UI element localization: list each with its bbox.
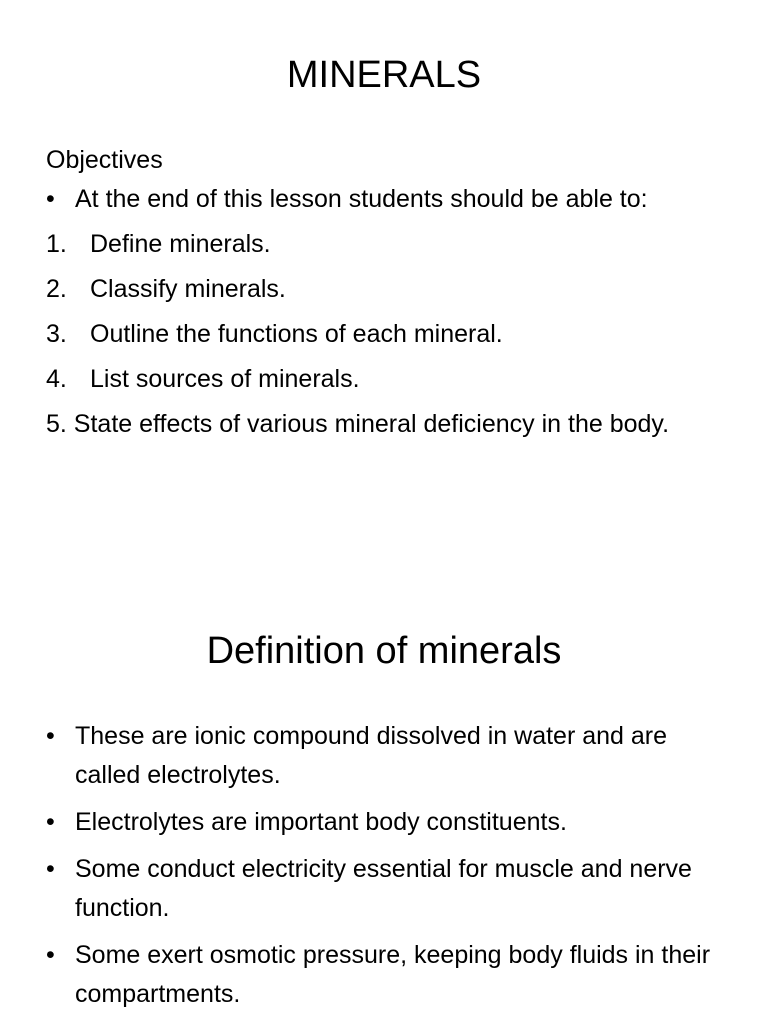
slide-title: Definition of minerals: [206, 630, 562, 672]
objective-item: [46, 360, 726, 399]
bullet-glyph: •: [46, 185, 55, 213]
slide-title: MINERALS: [286, 54, 482, 96]
item-text: Outline the functions of each mineral.: [90, 320, 503, 348]
bullet-text: Electrolytes are important body constituents.: [75, 808, 567, 836]
item-text: List sources of minerals.: [90, 365, 360, 393]
definition-bullet: [46, 850, 726, 928]
bullet-text: Some exert osmotic pressure, keeping body fluids in their compartments.: [75, 941, 711, 1008]
objective-item-last: 5. State effects of various mineral deficiency in the body.: [46, 410, 670, 438]
bullet-glyph: •: [46, 808, 55, 836]
bullet-glyph: •: [46, 855, 55, 883]
intro-bullet: [46, 180, 726, 219]
objective-item: [46, 270, 726, 309]
bullet-glyph: •: [46, 722, 55, 750]
bullet-text: These are ionic compound dissolved in water and are called electrolytes.: [75, 722, 668, 789]
item-number: 1.: [46, 230, 67, 258]
bullet-glyph: •: [46, 941, 55, 969]
objective-item: [46, 225, 726, 264]
slide-definition: [0, 600, 768, 1024]
item-number: 4.: [46, 365, 67, 393]
bullet-text: Some conduct electricity essential for muscle and nerve function.: [75, 855, 692, 922]
item-text: Classify minerals.: [90, 275, 286, 303]
slide-body: [46, 717, 726, 1022]
definition-bullet: [46, 717, 726, 795]
definition-bullet: [46, 936, 726, 1014]
objectives-heading: Objectives: [46, 146, 163, 174]
definition-bullet: [46, 803, 726, 842]
item-text: Define minerals.: [90, 230, 271, 258]
item-number: 2.: [46, 275, 67, 303]
item-number: 3.: [46, 320, 67, 348]
objective-item: [46, 315, 726, 354]
slide-body: [46, 141, 726, 444]
bullet-text: At the end of this lesson students should be able to:: [75, 185, 648, 213]
